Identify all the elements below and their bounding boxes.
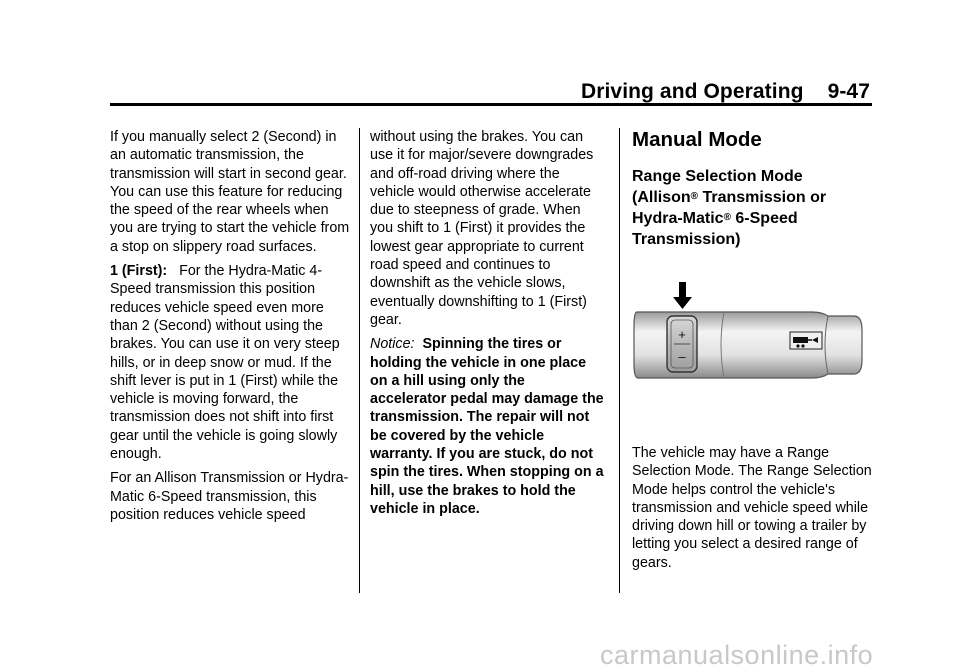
tow-haul-icon [790,332,822,349]
column-divider [359,128,360,593]
arrow-down-icon [673,282,692,309]
shift-lever-figure [632,282,864,397]
range-selection-paragraph: The vehicle may have a Range Selection Mode. The Range Selection Mode helps control the vehicle's transmission and vehicle speed while driving down hill or towing a trailer by letting you select a desired range of gears. [632,445,872,571]
section-heading: Manual Mode [632,128,762,151]
plus-sign: + [678,327,686,342]
first-gear-label: 1 (First): [110,263,168,280]
subheading-part: Range Selection Mode (Allison [632,168,803,206]
subheading-part: 6-Speed Transmission) [632,210,798,248]
header-rule [110,103,872,106]
registered-mark: ® [690,191,699,202]
first-gear-text: For the Hydra-Matic 4-Speed transmission this position reduces vehicle speed even more than 2 (Second) without using the brakes. You can use it on very steep hills, or in deep snow or mud. If the shift lever is put in 1 (First) while the vehicle is moving forward, the transmission does not shift into first gear until the vehicle is going slowly enough. [110,263,340,463]
column-3 [632,128,872,250]
notice-text: Spinning the tires or holding the vehicle in one place on a hill using only the accelerator pedal may damage the transmission. The repair will not be covered by the vehicle warranty. If you are stuck, do not spin the tires. When stopping on a hill, use the brakes to hold the vehicle in place. [370,336,604,517]
paragraph: without using the brakes. You can use it for major/severe downgrades and off-road driving where the vehicle would otherwise accelerate due to steepness of grade. When you shift to 1 (First) it provides the lowest gear appropriate to current road speed and continues to downshift as the vehicle slows, eventually downshifting to 1 (First) gear. [370,129,594,328]
watermark: carmanualsonline.info [600,640,874,670]
minus-sign: – [678,349,686,364]
section-title: Driving and Operating [580,80,804,103]
tap-shift-button [667,316,697,372]
paragraph [110,262,350,463]
page-header [580,80,870,104]
notice [370,335,605,518]
notice-label: Notice: [370,336,415,353]
paragraph: If you manually select 2 (Second) in an automatic transmission, the transmission will start in second gear. You can use this feature for reducing the speed of the rear wheels when you are trying to start the vehicle from a stop on slippery road surfaces. [110,129,350,255]
registered-mark: ® [723,212,731,223]
subheading-part: Transmission or Hydra-Matic [632,189,827,227]
column-2 [370,128,605,524]
subsection-heading [632,166,872,250]
column-divider [619,128,620,593]
paragraph: For an Allison Transmission or Hydra-Matic 6-Speed transmission, this position reduces vehicle speed [110,470,349,523]
column-1 [110,128,350,530]
page-number: 9-47 [827,80,870,103]
